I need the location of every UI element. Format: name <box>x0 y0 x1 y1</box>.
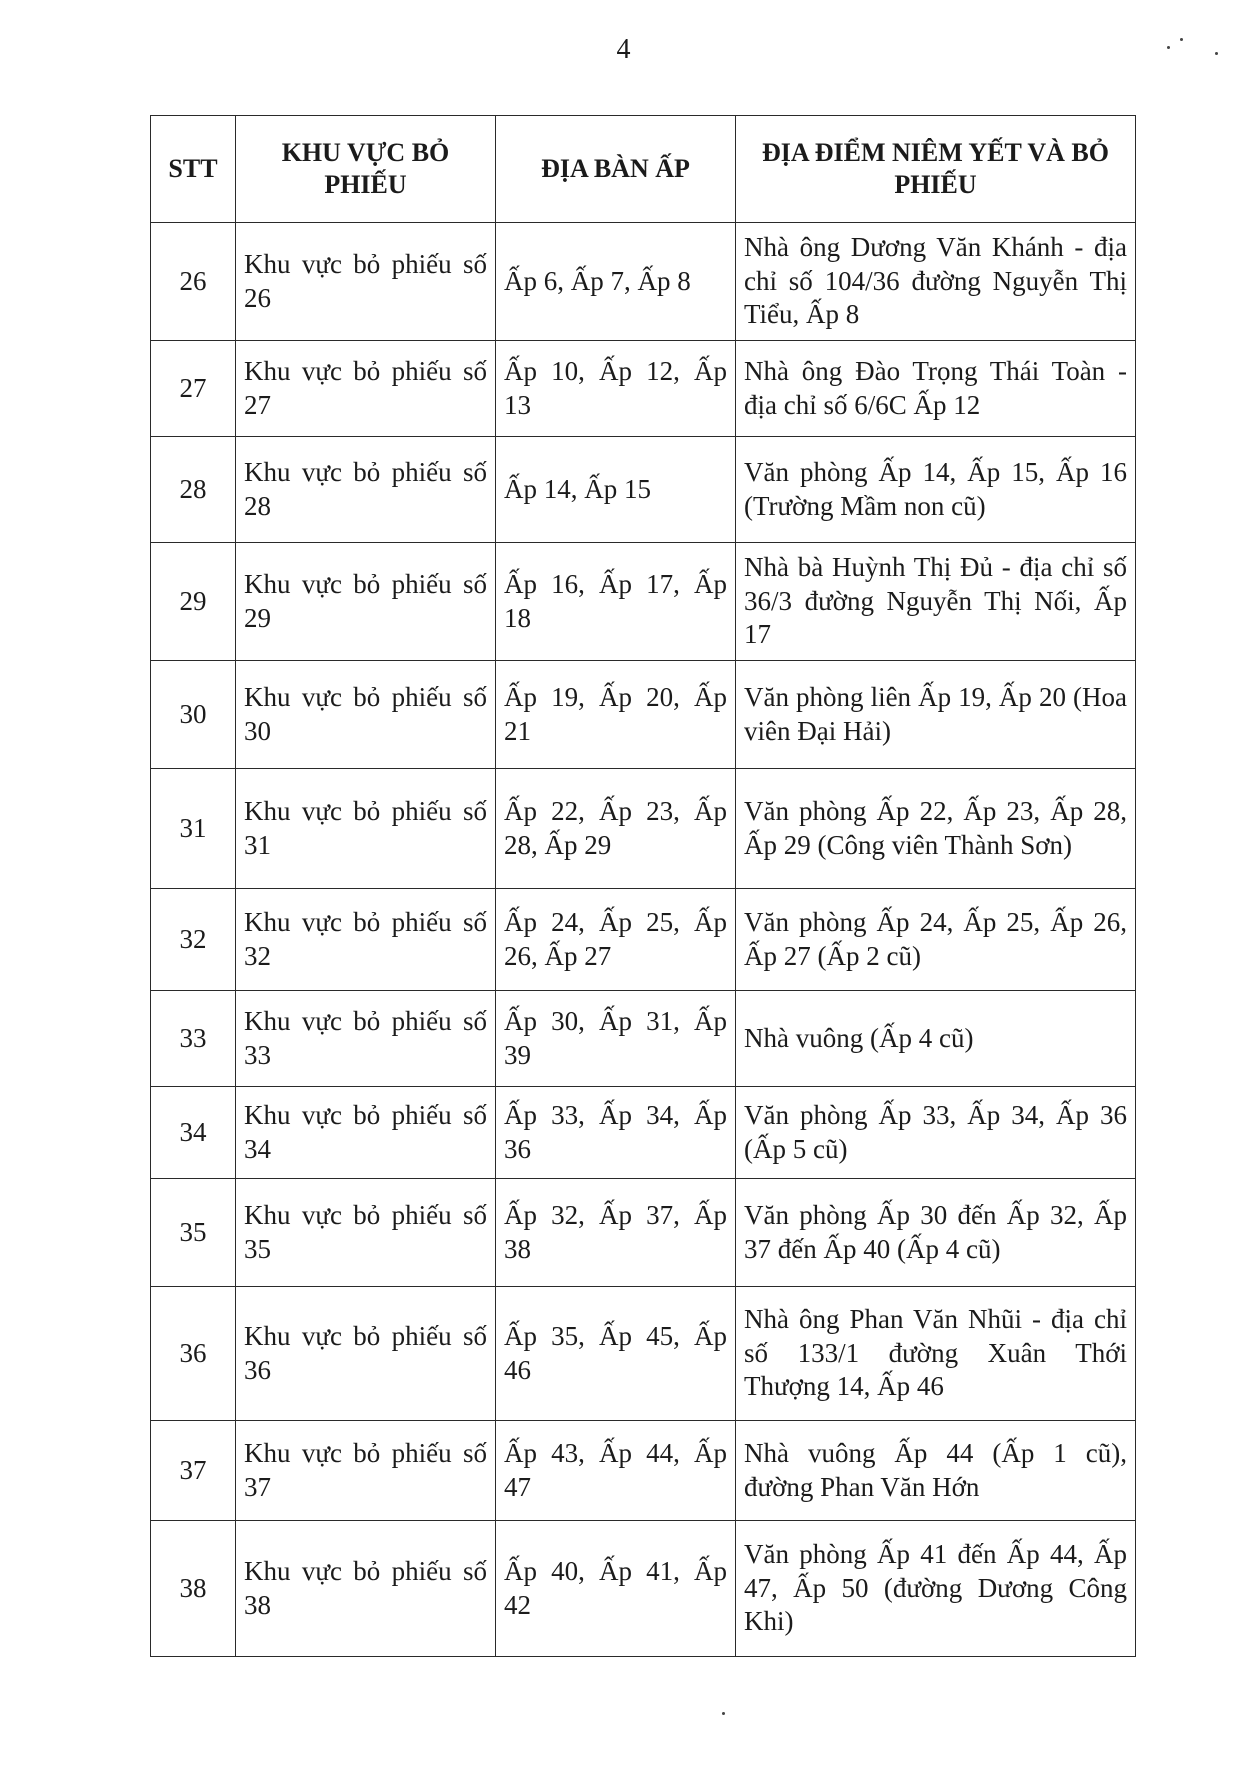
table-row <box>151 1521 1136 1657</box>
cell-stt: 27 <box>151 341 236 437</box>
cell-place: Văn phòng Ấp 24, Ấp 25, Ấp 26, Ấp 27 (Ấp 2 cũ) <box>736 889 1136 991</box>
header-hamlet: ĐỊA BÀN ẤP <box>496 116 736 223</box>
table-row <box>151 661 1136 769</box>
cell-stt: 30 <box>151 661 236 769</box>
cell-hamlet: Ấp 24, Ấp 25, Ấp 26, Ấp 27 <box>496 889 736 991</box>
table-row <box>151 341 1136 437</box>
cell-place: Nhà bà Huỳnh Thị Đủ - địa chỉ số 36/3 đường Nguyễn Thị Nối, Ấp 17 <box>736 543 1136 661</box>
cell-area: Khu vực bỏ phiếu số 30 <box>236 661 496 769</box>
cell-stt: 38 <box>151 1521 236 1657</box>
scan-speck <box>722 1712 725 1715</box>
table-row <box>151 223 1136 341</box>
cell-place: Văn phòng liên Ấp 19, Ấp 20 (Hoa viên Đại Hải) <box>736 661 1136 769</box>
header-place: ĐỊA ĐIỂM NIÊM YẾT VÀ BỎ PHIẾU <box>736 116 1136 223</box>
cell-place: Văn phòng Ấp 30 đến Ấp 32, Ấp 37 đến Ấp 40 (Ấp 4 cũ) <box>736 1179 1136 1287</box>
cell-stt: 29 <box>151 543 236 661</box>
cell-area: Khu vực bỏ phiếu số 38 <box>236 1521 496 1657</box>
cell-stt: 31 <box>151 769 236 889</box>
cell-stt: 36 <box>151 1287 236 1421</box>
cell-stt: 37 <box>151 1421 236 1521</box>
cell-stt: 32 <box>151 889 236 991</box>
cell-stt: 35 <box>151 1179 236 1287</box>
cell-hamlet: Ấp 10, Ấp 12, Ấp 13 <box>496 341 736 437</box>
cell-area: Khu vực bỏ phiếu số 28 <box>236 437 496 543</box>
scan-speck <box>1167 46 1170 49</box>
table-header-row <box>151 116 1136 223</box>
page-number: 4 <box>616 34 631 65</box>
table-row <box>151 1179 1136 1287</box>
table-row <box>151 543 1136 661</box>
table-row <box>151 889 1136 991</box>
table-row <box>151 1287 1136 1421</box>
scan-speck <box>1180 38 1183 41</box>
cell-place: Văn phòng Ấp 14, Ấp 15, Ấp 16 (Trường Mầm non cũ) <box>736 437 1136 543</box>
cell-hamlet: Ấp 6, Ấp 7, Ấp 8 <box>496 223 736 341</box>
cell-stt: 34 <box>151 1087 236 1179</box>
cell-hamlet: Ấp 32, Ấp 37, Ấp 38 <box>496 1179 736 1287</box>
cell-stt: 33 <box>151 991 236 1087</box>
cell-area: Khu vực bỏ phiếu số 37 <box>236 1421 496 1521</box>
cell-area: Khu vực bỏ phiếu số 35 <box>236 1179 496 1287</box>
cell-area: Khu vực bỏ phiếu số 32 <box>236 889 496 991</box>
cell-place: Văn phòng Ấp 33, Ấp 34, Ấp 36 (Ấp 5 cũ) <box>736 1087 1136 1179</box>
table-row <box>151 769 1136 889</box>
header-stt: STT <box>151 116 236 223</box>
cell-stt: 26 <box>151 223 236 341</box>
cell-area: Khu vực bỏ phiếu số 31 <box>236 769 496 889</box>
cell-place: Văn phòng Ấp 41 đến Ấp 44, Ấp 47, Ấp 50 (đường Dương Công Khi) <box>736 1521 1136 1657</box>
scan-speck <box>1215 52 1218 55</box>
cell-place: Nhà ông Dương Văn Khánh - địa chỉ số 104/36 đường Nguyễn Thị Tiểu, Ấp 8 <box>736 223 1136 341</box>
table-row <box>151 437 1136 543</box>
cell-hamlet: Ấp 43, Ấp 44, Ấp 47 <box>496 1421 736 1521</box>
ballot-area-table <box>150 115 1136 1657</box>
cell-hamlet: Ấp 19, Ấp 20, Ấp 21 <box>496 661 736 769</box>
cell-place: Nhà ông Phan Văn Nhũi - địa chỉ số 133/1 đường Xuân Thới Thượng 14, Ấp 46 <box>736 1287 1136 1421</box>
header-area: KHU VỰC BỎ PHIẾU <box>236 116 496 223</box>
cell-place: Nhà ông Đào Trọng Thái Toàn - địa chỉ số 6/6C Ấp 12 <box>736 341 1136 437</box>
cell-hamlet: Ấp 14, Ấp 15 <box>496 437 736 543</box>
cell-hamlet: Ấp 22, Ấp 23, Ấp 28, Ấp 29 <box>496 769 736 889</box>
cell-hamlet: Ấp 40, Ấp 41, Ấp 42 <box>496 1521 736 1657</box>
cell-place: Văn phòng Ấp 22, Ấp 23, Ấp 28, Ấp 29 (Công viên Thành Sơn) <box>736 769 1136 889</box>
cell-place: Nhà vuông Ấp 44 (Ấp 1 cũ), đường Phan Văn Hớn <box>736 1421 1136 1521</box>
cell-hamlet: Ấp 33, Ấp 34, Ấp 36 <box>496 1087 736 1179</box>
cell-area: Khu vực bỏ phiếu số 36 <box>236 1287 496 1421</box>
cell-area: Khu vực bỏ phiếu số 33 <box>236 991 496 1087</box>
cell-place: Nhà vuông (Ấp 4 cũ) <box>736 991 1136 1087</box>
cell-area: Khu vực bỏ phiếu số 29 <box>236 543 496 661</box>
cell-hamlet: Ấp 16, Ấp 17, Ấp 18 <box>496 543 736 661</box>
cell-area: Khu vực bỏ phiếu số 26 <box>236 223 496 341</box>
table-row <box>151 1421 1136 1521</box>
cell-hamlet: Ấp 30, Ấp 31, Ấp 39 <box>496 991 736 1087</box>
cell-area: Khu vực bỏ phiếu số 34 <box>236 1087 496 1179</box>
cell-stt: 28 <box>151 437 236 543</box>
table-row <box>151 1087 1136 1179</box>
cell-area: Khu vực bỏ phiếu số 27 <box>236 341 496 437</box>
table-row <box>151 991 1136 1087</box>
cell-hamlet: Ấp 35, Ấp 45, Ấp 46 <box>496 1287 736 1421</box>
